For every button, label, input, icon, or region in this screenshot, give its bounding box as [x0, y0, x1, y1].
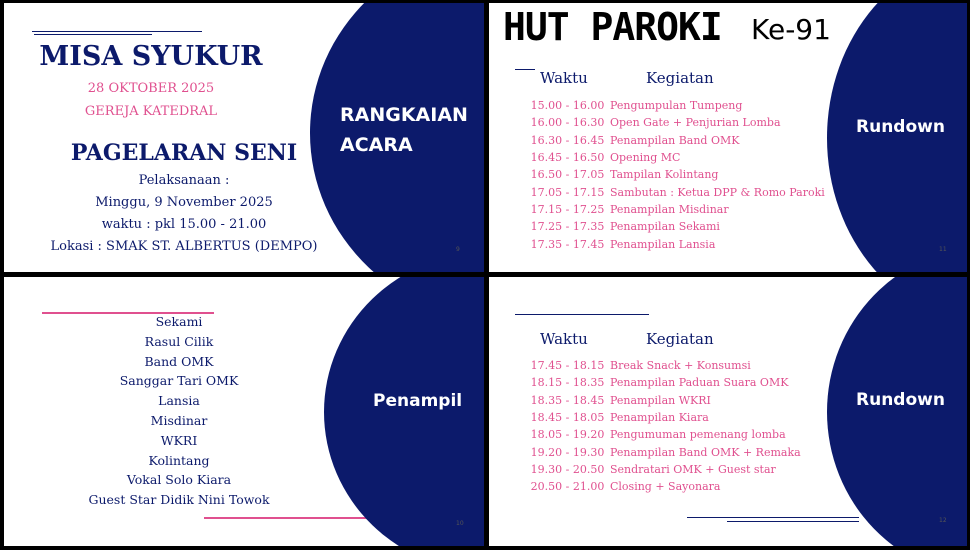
row-activity: Open Gate + Penjurian Lomba — [610, 116, 781, 130]
performer-item: Kolintang — [148, 452, 210, 468]
row-activity: Penampilan WKRI — [610, 393, 711, 407]
row-time: 18.35 - 18.45 — [530, 393, 605, 407]
table-row — [525, 201, 825, 218]
row-time: 17.15 - 17.25 — [530, 202, 605, 216]
navy-blob — [324, 277, 484, 546]
row-activity: Pengumpulan Tumpeng — [610, 99, 743, 113]
row-time: 17.05 - 17.15 — [530, 185, 605, 199]
row-time: 16.45 - 16.50 — [530, 151, 605, 165]
table-row — [525, 97, 825, 114]
table-row — [525, 374, 801, 391]
decor-line — [515, 314, 649, 315]
row-activity: Penampilan Band OMK + Remaka — [610, 445, 801, 459]
row-time: 17.25 - 17.35 — [530, 220, 605, 234]
table-row — [525, 478, 801, 495]
decor-line — [32, 31, 202, 32]
decor-line — [34, 34, 152, 35]
performer-item: Misdinar — [150, 412, 208, 428]
table-row — [525, 218, 825, 235]
slide-title: HUT PAROKI — [503, 5, 722, 49]
performer-item: Sekami — [155, 314, 203, 329]
decor-line — [515, 69, 535, 70]
performer-item: Lansia — [158, 393, 200, 409]
row-activity: Penampilan Misdinar — [610, 202, 729, 216]
performer-item: Rasul Cilik — [144, 333, 214, 349]
row-activity: Closing + Sayonara — [610, 480, 721, 494]
rundown-table — [525, 97, 825, 253]
table-row — [525, 114, 825, 131]
table-row — [525, 132, 825, 149]
table-row — [525, 443, 801, 460]
info-line: Pelaksanaan : — [138, 173, 230, 188]
performer-list — [44, 312, 314, 510]
info-line: Minggu, 9 November 2025 — [95, 195, 273, 210]
decor-line — [204, 517, 376, 519]
info-line: waktu : pkl 15.00 - 21.00 — [101, 217, 267, 232]
table-row — [525, 409, 801, 426]
row-time: 18.45 - 18.05 — [530, 411, 605, 425]
slide-title-suffix: Ke-91 — [751, 13, 831, 46]
page-number: 11 — [939, 246, 947, 253]
performer-item: Guest Star Didik Nini Towok — [88, 492, 270, 508]
performer-item: Band OMK — [144, 353, 214, 369]
table-row — [525, 183, 825, 200]
row-time: 18.15 - 18.35 — [530, 376, 605, 390]
table-row — [525, 235, 825, 252]
row-time: 18.05 - 19.20 — [530, 428, 605, 442]
row-time: 19.30 - 20.50 — [530, 462, 605, 476]
row-activity: Pengumuman pemenang lomba — [610, 428, 786, 442]
row-activity: Penampilan Kiara — [610, 411, 709, 425]
row-time: 16.00 - 16.30 — [530, 116, 605, 130]
row-activity: Break Snack + Konsumsi — [610, 359, 751, 373]
row-activity: Tampilan Kolintang — [610, 168, 719, 182]
blob-label: Penampil — [373, 391, 463, 411]
row-activity: Penampilan Lansia — [610, 237, 716, 251]
blob-label-line1: RANGKAIAN — [340, 104, 468, 126]
page-number: 9 — [456, 246, 460, 253]
table-row — [525, 149, 825, 166]
row-time: 17.35 - 17.45 — [530, 237, 605, 251]
row-time: 19.20 - 19.30 — [530, 445, 605, 459]
page-number: 10 — [456, 520, 464, 527]
row-activity: Penampilan Sekami — [610, 220, 720, 234]
column-header-time: Waktu — [540, 330, 588, 348]
row-time: 16.30 - 16.45 — [530, 133, 605, 147]
performer-item: WKRI — [160, 432, 198, 448]
navy-blob — [827, 277, 967, 546]
table-row — [525, 166, 825, 183]
navy-blob — [827, 3, 967, 272]
slide-rundown-1[interactable] — [489, 3, 967, 272]
decor-line — [727, 521, 859, 522]
slide-performers[interactable] — [4, 277, 484, 546]
event-venue: GEREJA KATEDRAL — [84, 104, 218, 119]
row-time: 20.50 - 21.00 — [530, 480, 605, 494]
blob-label-line2: ACARA — [340, 134, 413, 156]
row-activity: Penampilan Band OMK — [610, 133, 740, 147]
event-date: 28 OKTOBER 2025 — [87, 81, 215, 96]
row-activity: Opening MC — [610, 151, 681, 165]
column-header-time: Waktu — [540, 69, 588, 87]
info-line: Lokasi : SMAK ST. ALBERTUS (DEMPO) — [50, 239, 318, 254]
row-time: 17.45 - 18.15 — [530, 359, 605, 373]
blob-label — [340, 100, 468, 160]
decor-line — [687, 517, 859, 518]
blob-label: Rundown — [856, 117, 945, 137]
row-activity: Penampilan Paduan Suara OMK — [610, 376, 789, 390]
column-header-activity: Kegiatan — [646, 69, 714, 87]
slide-rundown-2[interactable] — [489, 277, 967, 546]
rundown-table — [525, 357, 801, 495]
column-header-activity: Kegiatan — [646, 330, 714, 348]
table-row — [525, 461, 801, 478]
row-activity: Sendratari OMK + Guest star — [610, 462, 776, 476]
performer-item: Vokal Solo Kiara — [126, 472, 232, 488]
performer-item: Sanggar Tari OMK — [119, 373, 239, 389]
blob-label: Rundown — [856, 390, 945, 410]
table-row — [525, 426, 801, 443]
row-activity: Sambutan : Ketua DPP & Romo Paroki — [610, 185, 825, 199]
page-number: 12 — [939, 517, 947, 524]
table-row — [525, 357, 801, 374]
event-title: MISA SYUKUR — [39, 41, 263, 72]
row-time: 15.00 - 16.00 — [530, 99, 605, 113]
event-subtitle: PAGELARAN SENI — [70, 140, 298, 166]
slide-misa-syukur[interactable] — [4, 3, 484, 272]
table-row — [525, 392, 801, 409]
row-time: 16.50 - 17.05 — [530, 168, 605, 182]
